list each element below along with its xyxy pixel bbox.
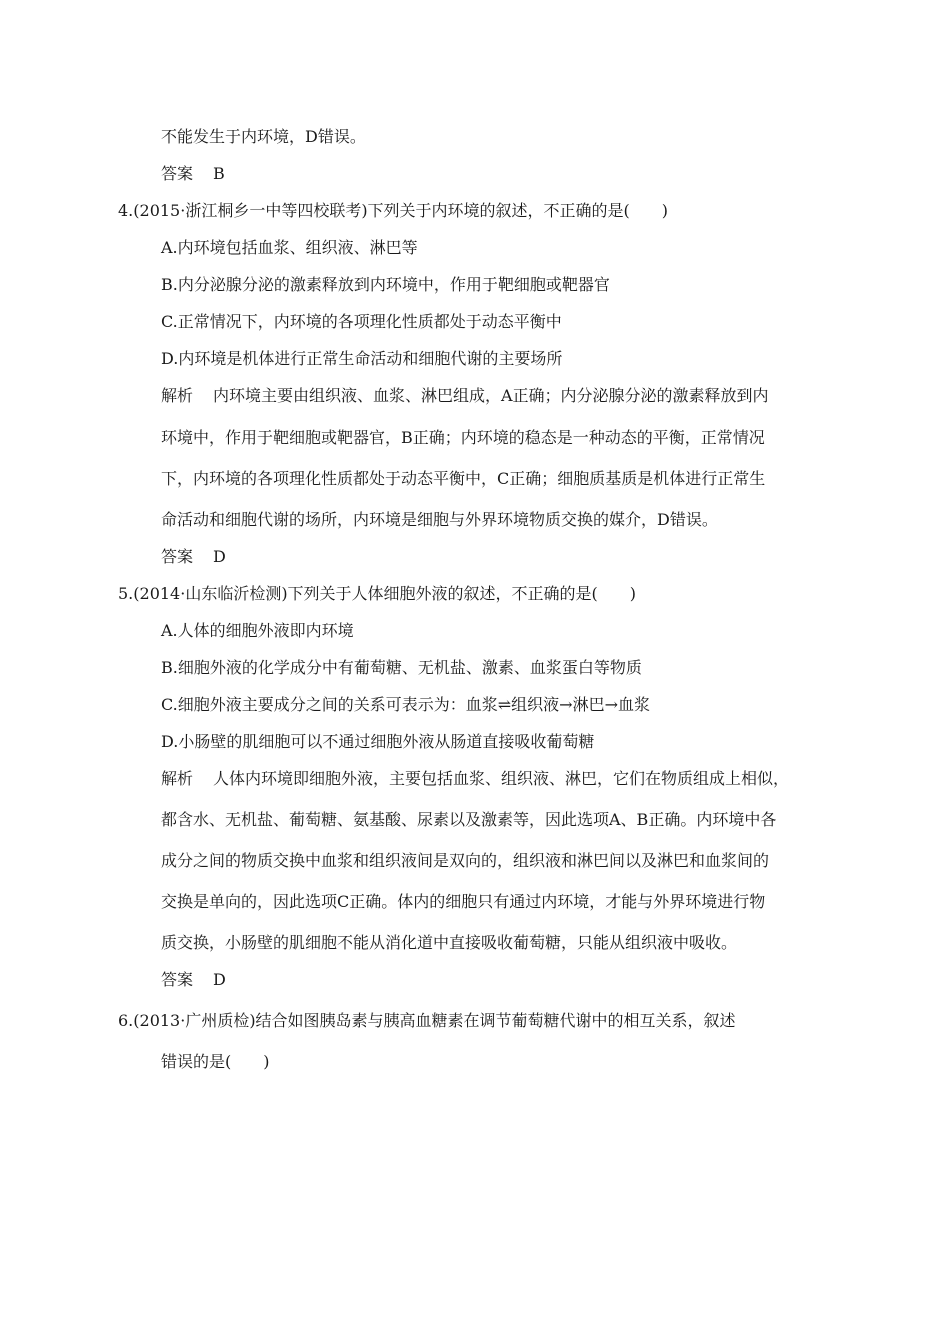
answer-label: 答案 bbox=[161, 547, 194, 566]
q4-analysis-line: 命活动和细胞代谢的场所，内环境是细胞与外界环境物质交换的媒介，D错误。 bbox=[161, 510, 718, 529]
analysis-label: 解析 bbox=[161, 386, 194, 405]
q5-analysis-line: 都含水、无机盐、葡萄糖、氨基酸、尿素以及激素等，因此选项A、B正确。内环境中各 bbox=[161, 810, 777, 829]
answer-line bbox=[161, 969, 226, 991]
answer-label: 答案 bbox=[161, 164, 194, 183]
answer-line bbox=[161, 546, 226, 568]
q4-analysis-line: 环境中，作用于靶细胞或靶器官，B正确；内环境的稳态是一种动态的平衡，正常情况 bbox=[161, 428, 765, 447]
q5-analysis-line: 交换是单向的，因此选项C正确。体内的细胞只有通过内环境，才能与外界环境进行物 bbox=[161, 892, 766, 911]
question-6-stem-cont: 错误的是( ) bbox=[161, 1052, 270, 1071]
q5-analysis-line: 质交换，小肠壁的肌细胞不能从消化道中直接吸收葡萄糖，只能从组织液中吸收。 bbox=[161, 933, 738, 952]
q4-option-c: C.正常情况下，内环境的各项理化性质都处于动态平衡中 bbox=[161, 312, 562, 331]
q4-analysis-line: 下，内环境的各项理化性质都处于动态平衡中，C正确；细胞质基质是机体进行正常生 bbox=[161, 469, 766, 488]
q5-option-b: B.细胞外液的化学成分中有葡萄糖、无机盐、激素、血浆蛋白等物质 bbox=[161, 658, 642, 677]
analysis-text: 内环境主要由组织液、血浆、淋巴组成，A正确；内分泌腺分泌的激素释放到内 bbox=[213, 386, 769, 405]
question-5-stem: 5.(2014·山东临沂检测)下列关于人体细胞外液的叙述，不正确的是( ) bbox=[118, 584, 637, 603]
analysis-continuation: 不能发生于内环境，D错误。 bbox=[161, 127, 366, 146]
q4-option-d: D.内环境是机体进行正常生命活动和细胞代谢的主要场所 bbox=[161, 349, 563, 368]
q4-option-b: B.内分泌腺分泌的激素释放到内环境中，作用于靶细胞或靶器官 bbox=[161, 275, 610, 294]
q5-option-c: C.细胞外液主要成分之间的关系可表示为：血浆⇌组织液→淋巴→血浆 bbox=[161, 695, 650, 714]
q5-analysis-line: 成分之间的物质交换中血浆和组织液间是双向的，组织液和淋巴间以及淋巴和血浆间的 bbox=[161, 851, 770, 870]
analysis-label: 解析 bbox=[161, 769, 194, 788]
q4-analysis-line bbox=[161, 385, 769, 407]
q5-option-d: D.小肠壁的肌细胞可以不通过细胞外液从肠道直接吸收葡萄糖 bbox=[161, 732, 595, 751]
q5-analysis-line bbox=[161, 768, 789, 790]
answer-value: D bbox=[213, 547, 226, 566]
analysis-text: 人体内环境即细胞外液，主要包括血浆、组织液、淋巴，它们在物质组成上相似， bbox=[213, 769, 790, 788]
question-4-stem: 4.(2015·浙江桐乡一中等四校联考)下列关于内环境的叙述，不正确的是( ) bbox=[118, 201, 669, 220]
answer-label: 答案 bbox=[161, 970, 194, 989]
answer-value: B bbox=[213, 164, 225, 183]
answer-line bbox=[161, 163, 225, 185]
question-6-stem: 6.(2013·广州质检)结合如图胰岛素与胰高血糖素在调节葡萄糖代谢中的相互关系，叙述 bbox=[118, 1011, 736, 1030]
answer-value: D bbox=[213, 970, 226, 989]
q5-option-a: A.人体的细胞外液即内环境 bbox=[161, 621, 354, 640]
q4-option-a: A.内环境包括血浆、组织液、淋巴等 bbox=[161, 238, 418, 257]
